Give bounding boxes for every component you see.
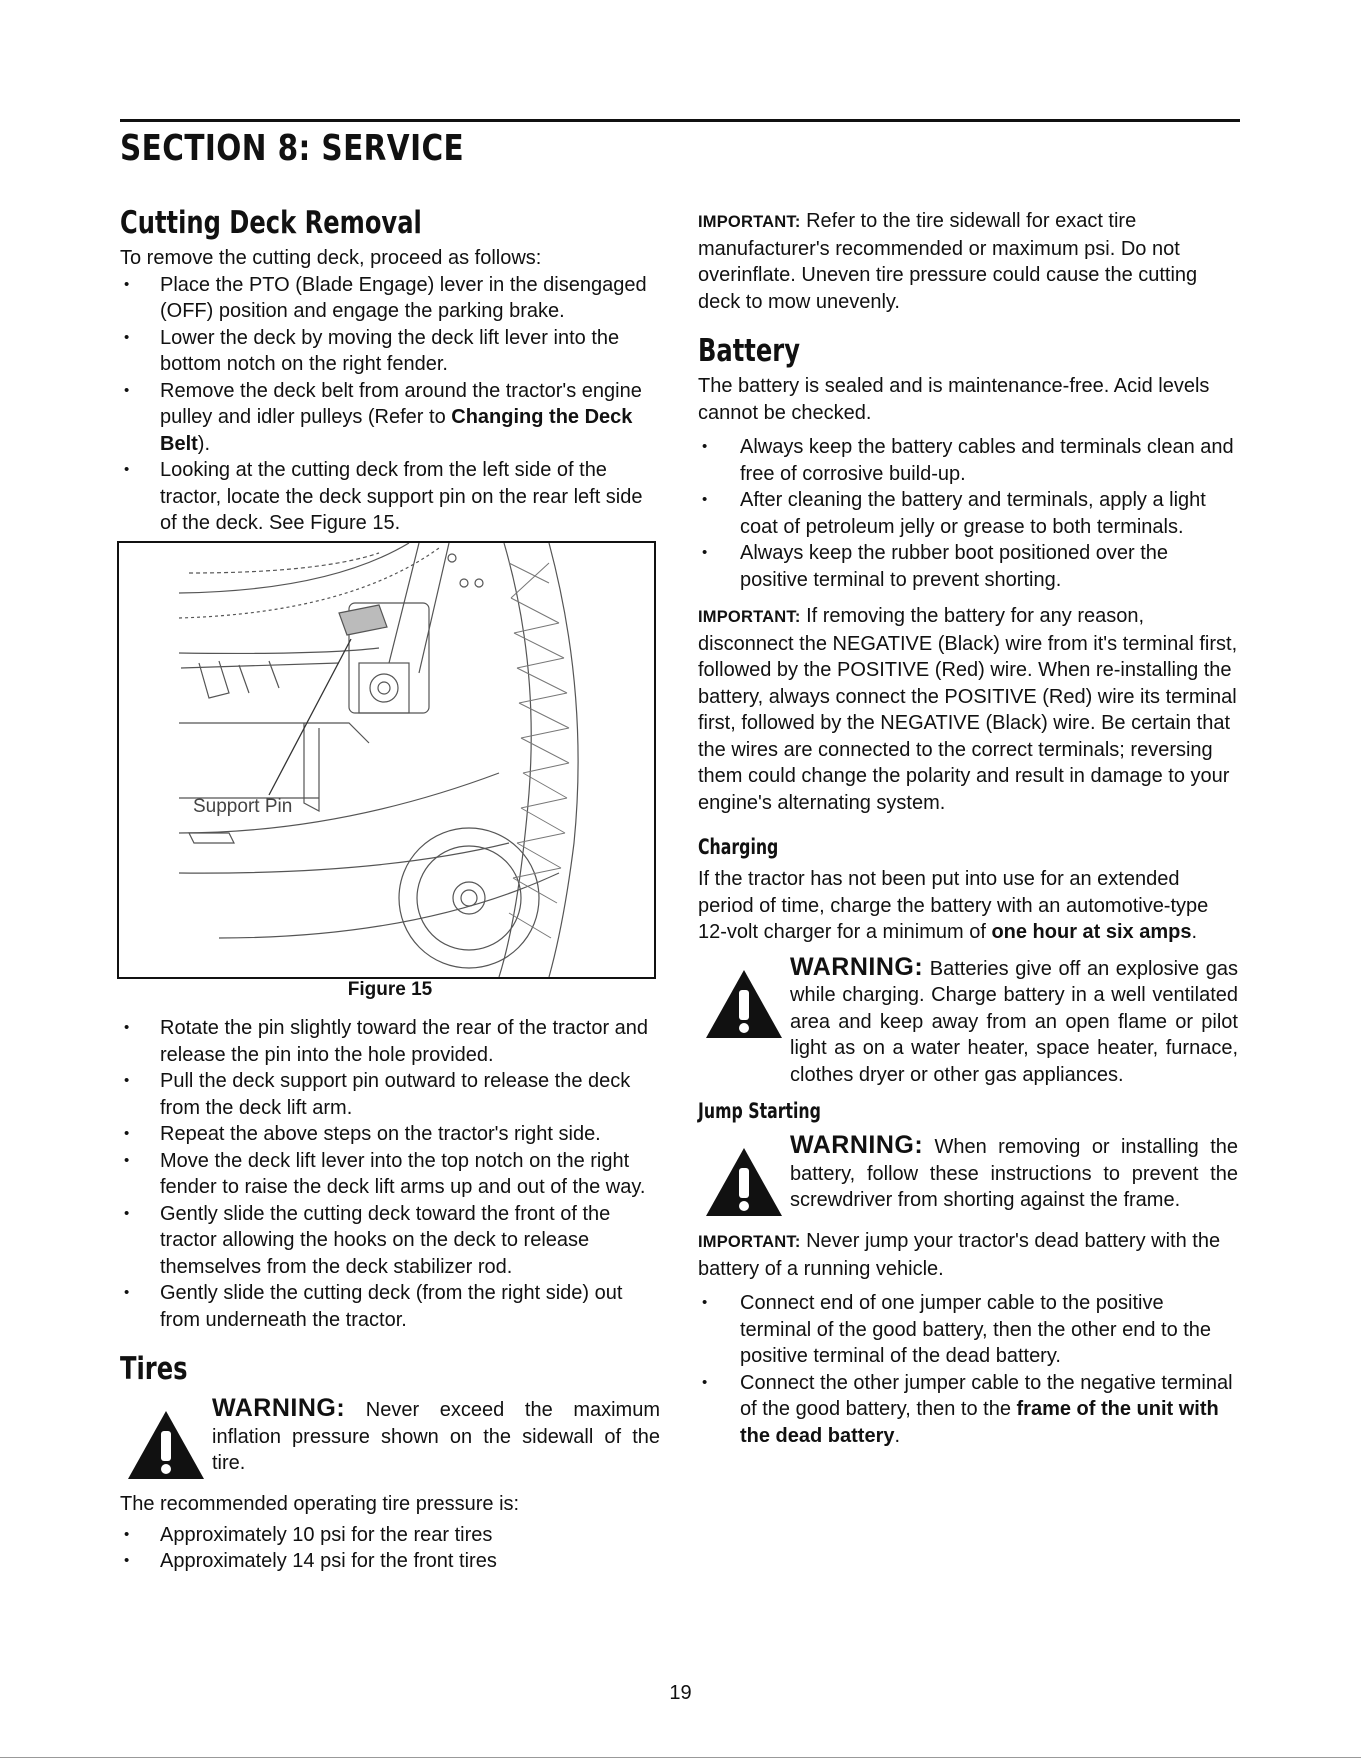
battery-intro: The battery is sealed and is maintenance-free. Acid levels cannot be checked. (698, 375, 1210, 424)
jump-starting-heading: Jump Starting (698, 1099, 821, 1123)
list-item-text: Connect the other jumper cable to the negative terminal of the good battery, then to the (740, 1371, 1233, 1420)
battery-heading: Battery (698, 333, 800, 369)
list-item-tail: ). (197, 432, 211, 455)
list-item-bold: frame of the unit with the dead battery (740, 1398, 1219, 1447)
page-number: 19 (669, 1682, 692, 1704)
list-item: • Rotate the pin slightly toward the rear of the tractor and release the pin into the hole provided. (120, 1015, 660, 1068)
jump-starting-warning (698, 1132, 1238, 1218)
belt-reference-link: Changing the Deck Belt (160, 406, 633, 455)
important-label: IMPORTANT: (698, 213, 801, 231)
list-item (698, 1370, 1238, 1450)
bottom-rule (0, 1757, 1361, 1758)
figure-caption: Figure 15 (347, 978, 433, 1000)
list-item: • Always keep the rubber boot positioned over the positive terminal to prevent shorting. (698, 540, 1238, 593)
charging-tail: . (1191, 921, 1198, 943)
tires-warning (120, 1395, 660, 1481)
cutting-deck-heading: Cutting Deck Removal (120, 205, 422, 241)
support-pin-label: Support Pin (193, 795, 293, 817)
battery-tips (698, 434, 1238, 593)
list-item: • Repeat the above steps on the tractor's right side. (120, 1121, 660, 1148)
jump-starting-steps (698, 1290, 1238, 1449)
important-label: IMPORTANT: (698, 1233, 801, 1251)
cutting-deck-steps-a (120, 272, 660, 537)
charging-heading: Charging (698, 835, 779, 859)
list-item: • Move the deck lift lever into the top notch on the right fender to raise the deck lift arms up and out of the way. (120, 1148, 660, 1201)
tire-important-note (698, 208, 1238, 315)
list-item: • After cleaning the battery and terminals, apply a light coat of petroleum jelly or grease to both terminals. (698, 487, 1238, 540)
right-column (698, 208, 1238, 1449)
jump-important-note (698, 1228, 1238, 1282)
warning-icon (698, 1146, 790, 1218)
list-item: • Gently slide the cutting deck toward the front of the tractor allowing the hooks on the deck to release themselves from the deck stabilizer rod. (120, 1201, 660, 1281)
important-label: IMPORTANT: (698, 608, 801, 626)
battery-important-note (698, 603, 1238, 816)
important-text: Refer to the tire sidewall for exact tire manufacturer's recommended or maximum psi. Do not overinflate. Uneven tire pressure could cause the cutting deck to mow unevenly. (698, 210, 1198, 313)
list-item: • Approximately 14 psi for the front tires (120, 1548, 660, 1575)
charging-warning (698, 954, 1238, 1089)
list-item-tail: . (894, 1424, 901, 1447)
warning-icon (698, 968, 790, 1040)
charging-duration: one hour at six amps (991, 921, 1192, 943)
section-title: SECTION 8: SERVICE (120, 128, 465, 169)
list-item (120, 378, 660, 458)
tire-pressure-list (120, 1522, 660, 1575)
support-pin-illustration (119, 543, 654, 977)
important-text: If removing the battery for any reason, disconnect the NEGATIVE (Black) wire from it's terminal first, followed by the POSITIVE (Red) wire. When re-installing the battery, always connect the POSITIVE (Red) wire its terminal first, followed by the NEGATIVE (Black) wire. Be certain that the wires are connected to the correct terminals; reversing them could change the polarity and result in damage to your engine's alternating system. (698, 605, 1238, 814)
figure-15 (117, 541, 656, 979)
list-item-text: Remove the deck belt from around the tractor's engine pulley and idler pulleys (Refer to (160, 379, 642, 428)
charging-body: If the tractor has not been put into use for an extended period of time, charge the battery with an automotive-type 12-volt charger for a minimum of (698, 868, 1209, 943)
list-item: • Looking at the cutting deck from the left side of the tractor, locate the deck support pin on the rear left side of the deck. See Figure 15. (120, 457, 660, 537)
warning-label: WARNING: (790, 952, 924, 981)
list-item: • Always keep the battery cables and terminals clean and free of corrosive build-up. (698, 434, 1238, 487)
list-item: • Gently slide the cutting deck (from the right side) out from underneath the tractor. (120, 1280, 660, 1333)
charging-text (698, 866, 1238, 946)
list-item: • Place the PTO (Blade Engage) lever in the disengaged (OFF) position and engage the parking brake. (120, 272, 660, 325)
list-item: • Approximately 10 psi for the rear tires (120, 1522, 660, 1549)
list-item: • Lower the deck by moving the deck lift lever into the bottom notch on the right fender. (120, 325, 660, 378)
tire-pressure-intro: The recommended operating tire pressure is: (120, 1493, 520, 1515)
warning-label: WARNING: (212, 1394, 346, 1422)
cutting-deck-steps-b (120, 1015, 660, 1333)
left-column (120, 205, 660, 1575)
warning-label: WARNING: (790, 1131, 924, 1159)
cutting-deck-intro: To remove the cutting deck, proceed as follows: (120, 247, 542, 269)
top-rule (120, 119, 1240, 122)
list-item: • Connect end of one jumper cable to the positive terminal of the good battery, then the other end to the positive terminal of the dead battery. (698, 1290, 1238, 1370)
warning-text: Batteries give off an explosive gas while charging. Charge battery in a well ventilated area and keep away from an open flame or pilot light as on a water heater, space heater, furnace, clothes dryer or other gas appliances. (790, 957, 1238, 1086)
tires-heading: Tires (120, 1351, 188, 1387)
important-text: Never jump your tractor's dead battery with the battery of a running vehicle. (698, 1230, 1221, 1280)
warning-icon (120, 1409, 212, 1481)
list-item: • Pull the deck support pin outward to release the deck from the deck lift arm. (120, 1068, 660, 1121)
warning-text: Never exceed the maximum inflation pressure shown on the sidewall of the tire. (212, 1399, 660, 1474)
warning-text: When removing or installing the battery, follow these instructions to prevent the screwdriver from shorting against the frame. (790, 1136, 1238, 1211)
